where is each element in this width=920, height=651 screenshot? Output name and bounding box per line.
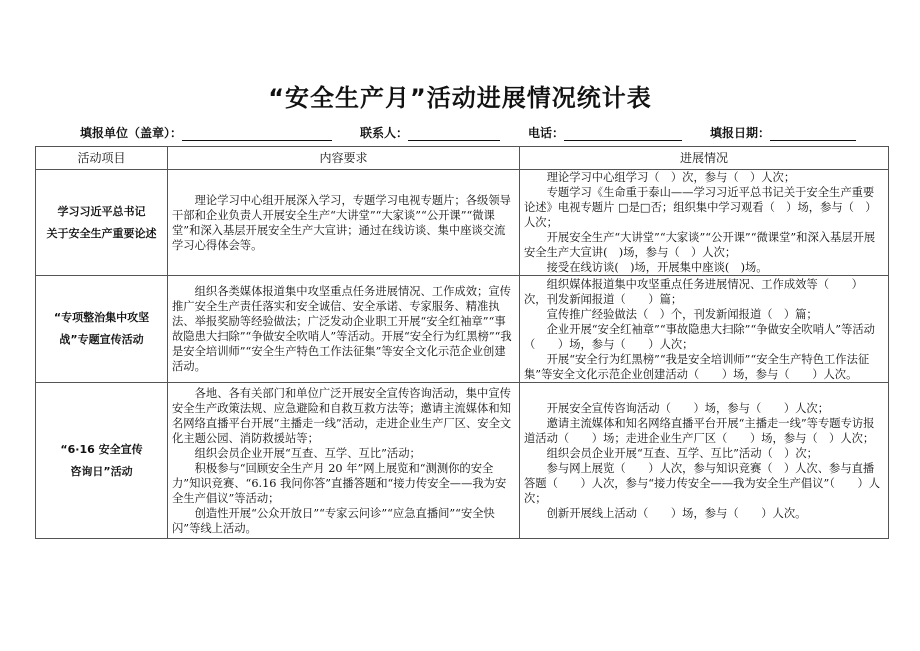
progress-text: 组织会员企业开展“互查、互学、互比”活动（ ）次； [546, 446, 818, 460]
progress-text: 开展安全宣传咨询活动（ ）场，参与（ ）人次； [546, 401, 830, 415]
activity-name: 学习习近平总书记 [57, 204, 146, 218]
requirement-text: 创造性开展“公众开放日”“专家云问诊”“应急直播间”“安全快闪”等线上活动。 [172, 506, 495, 535]
progress-text: 组织媒体报道集中攻坚重点任务进展情况、工作成效等（ ）次，刊发新闻报道（ ）篇； [524, 277, 863, 306]
activity-cell [36, 276, 168, 383]
date-field[interactable] [770, 128, 856, 141]
activity-cell [36, 383, 168, 539]
progress-text: 开展安全生产“大讲堂”“大家谈”“公开课”“微课堂”和深入基层开展安全生产大宣讲( )场，参与（ ）人次； [524, 231, 876, 259]
activity-name: 咨询日”活动 [70, 464, 133, 478]
table-row [36, 383, 889, 539]
progress-text: 参与网上展览（ ）人次，参与知识竞赛（ ）人次、参与直播答题（ ）人次，参与“接力传安全——我为安全生产倡议”（ ）人次； [524, 461, 881, 505]
progress-cell[interactable] [520, 383, 889, 539]
phone-field[interactable] [564, 128, 682, 141]
contact-field[interactable] [408, 128, 500, 141]
progress-text: 创新开展线上活动（ ）场，参与（ ）人次。 [546, 506, 807, 520]
activity-name: “专项整治集中攻坚 [53, 311, 150, 324]
progress-text: 宣传推广经验做法（ ）个，刊发新闻报道（ ）篇； [546, 307, 818, 321]
table-header-row [36, 147, 889, 170]
table-row [36, 276, 889, 383]
progress-text: 接受在线访谈( )场，开展集中座谈( )场。 [546, 261, 768, 274]
progress-table [35, 146, 889, 539]
table-row [36, 170, 889, 276]
header-activity: 活动项目 [36, 147, 168, 170]
requirement-text: 组织各类媒体报道集中攻坚重点任务进展情况、工作成效；宣传推广安全生产责任落实和安全诚信、安全承诺、专家服务、精准执法、举报奖励等经验做法；广泛发动企业职工开展“安全红袖章”“事故隐患大扫除”“争做安全吹哨人”等活动。开展“安全行为红黑榜”“我是安全培训师”“安全生产特色工作法征集”等安全文化示范企业创建活动。 [172, 285, 512, 373]
activity-cell [36, 170, 168, 276]
progress-text: 专题学习《生命重于泰山——学习习近平总书记关于安全生产重要论述》电视专题片 □是□否；组织集中学习观看（ ）场，参与（ ）人次； [524, 186, 877, 229]
progress-text: 开展“安全行为红黑榜”“我是安全培训师”“安全生产特色工作法征集”等安全文化示范企业创建活动（ ）场，参与（ ）人次。 [524, 352, 870, 381]
requirement-text: 理论学习中心组开展深入学习，专题学习电视专题片；各级领导干部和企业负责人开展安全生产“大讲堂”“大家谈”“公开课”“微课堂”和深入基层开展安全生产大宣讲；通过在线访谈、集中座谈交流学习心得体会等。 [172, 193, 511, 252]
requirement-cell [168, 276, 520, 383]
activity-name: 关于安全生产重要论述 [46, 226, 157, 240]
date-label: 填报日期： [710, 126, 771, 140]
unit-field[interactable] [182, 128, 332, 141]
header-progress: 进展情况 [520, 147, 889, 170]
phone-label: 电话： [528, 126, 565, 140]
progress-text: 理论学习中心组学习（ ）次，参与（ ）人次； [546, 171, 796, 184]
progress-cell[interactable] [520, 276, 889, 383]
requirement-text: 各地、各有关部门和单位广泛开展安全宣传咨询活动，集中宣传安全生产政策法规、应急避险和自救互救方法等；邀请主流媒体和知名网络直播平台开展“主播走一线”活动，走进企业生产厂区、安全文化主题公园、消防救援站等； [172, 386, 512, 445]
unit-label: 填报单位（盖章）： [80, 126, 183, 140]
page-title: “安全生产月”活动进展情况统计表 [268, 84, 652, 112]
requirement-cell [168, 383, 520, 539]
header-requirement: 内容要求 [168, 147, 520, 170]
progress-text: 邀请主流媒体和知名网络直播平台开展“主播走一线”等专题专访报道活动（ ）场；走进企业生产厂区（ ）场，参与（ ）人次； [524, 416, 875, 445]
contact-label: 联系人： [360, 126, 409, 140]
progress-text: 企业开展“安全红袖章”“事故隐患大扫除”“争做安全吹哨人”等活动（ ）场，参与（ ）人次； [524, 322, 875, 351]
activity-name: 战”专题宣传活动 [59, 333, 144, 346]
requirement-cell [168, 170, 520, 276]
activity-name: “6·16 安全宣传 [60, 442, 143, 456]
requirement-text: 积极参与“回顾安全生产月 20 年”网上展览和“测测你的安全力”知识竞赛、“6.16 我问你答”直播答题和“接力传安全——我为安全生产倡议”等活动； [172, 461, 507, 505]
requirement-text: 组织会员企业开展“互查、互学、互比”活动； [194, 446, 421, 460]
form-header [80, 124, 856, 141]
progress-cell[interactable] [520, 170, 889, 276]
